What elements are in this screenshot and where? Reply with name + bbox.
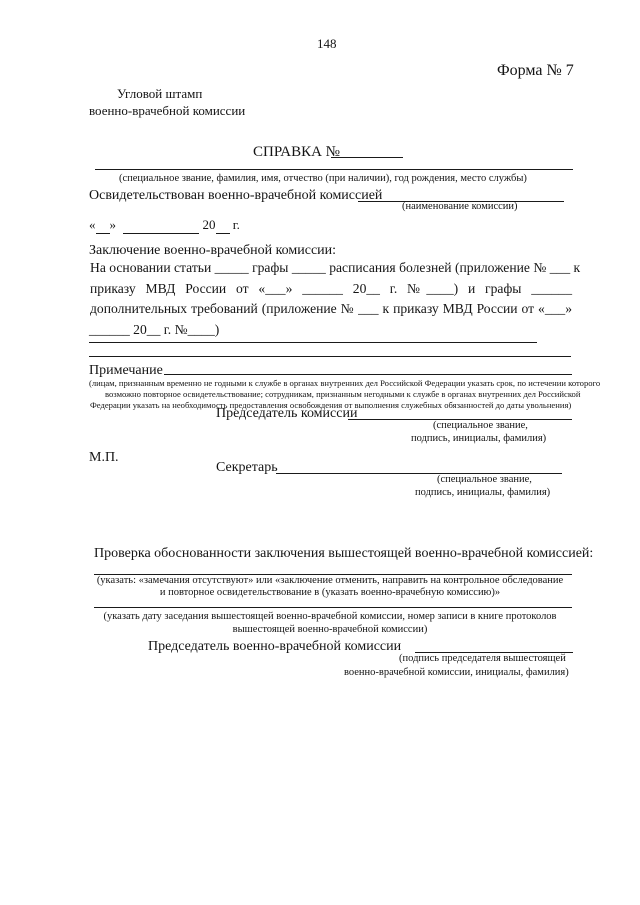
review-heading: Проверка обоснованности заключения вышестоящей военно-врачебной комиссией: xyxy=(94,546,594,561)
document-title: СПРАВКА № xyxy=(253,144,340,160)
date-open-quote: « xyxy=(89,217,96,232)
review-hint-1-line-2: и повторное освидетельствование в (указать военно-врачебную комиссию)» xyxy=(159,587,501,598)
blank: №____) xyxy=(407,281,459,296)
stamp-line-2: военно-врачебной комиссии xyxy=(89,103,246,118)
date-close-quote: » xyxy=(109,217,116,232)
conclusion-line-2 xyxy=(90,281,572,297)
chairman-hint-1: (специальное звание, xyxy=(433,420,528,431)
secretary-hint-1: (специальное звание, xyxy=(437,474,532,485)
review-hint-2-line-2: вышестоящей военно-врачебной комиссии) xyxy=(232,624,428,635)
conclusion-heading: Заключение военно-врачебной комиссии: xyxy=(89,243,337,258)
conclusion-line-blank-2 xyxy=(89,356,571,357)
person-hint: (специальное звание, фамилия, имя, отчество (при наличии), год рождения, место службы) xyxy=(119,173,527,184)
word: расписания xyxy=(329,260,396,275)
word: основании xyxy=(109,260,171,275)
word: к xyxy=(382,301,390,316)
word: 20__ xyxy=(352,281,380,296)
title-number-line xyxy=(331,157,403,158)
review-chairman-hint-2: военно-врачебной комиссии, инициалы, фамилия) xyxy=(344,667,569,678)
review-hint-2-line-1: (указать дату заседания вышестоящей военно-врачебной комиссии, номер записи в книге протоколов xyxy=(103,611,557,622)
word: (приложение xyxy=(454,260,530,275)
word: и xyxy=(467,281,476,296)
word: графы xyxy=(252,260,289,275)
note-hint-2: возможно повторное освидетельствование; сотрудникам, признанным негодными к службе в органах внутренних дел Российской xyxy=(105,389,581,399)
chairman-label: Председатель комиссии xyxy=(216,406,358,421)
review-chairman-label: Председатель военно-врачебной комиссии xyxy=(148,639,402,654)
blank: ___ xyxy=(549,260,571,275)
review-chairman-hint-1: (подпись председателя вышестоящей xyxy=(399,653,566,664)
conclusion-line-blank-1 xyxy=(89,342,537,343)
commission-name-hint: (наименование комиссии) xyxy=(402,201,518,212)
day-blank xyxy=(96,217,110,234)
conclusion-line-3 xyxy=(90,301,572,317)
word: МВД xyxy=(145,281,176,296)
note-label: Примечание xyxy=(89,363,163,378)
word: требований xyxy=(191,301,258,316)
chairman-hint-2: подпись, инициалы, фамилия) xyxy=(411,433,547,444)
word: № xyxy=(533,260,547,275)
date-line xyxy=(89,217,240,234)
word: дополнительных xyxy=(90,301,188,316)
note-hint-1: (лицам, признанным временно не годными к службе в органах внутренних дел Российской Федерации указать срок, по истечении которого xyxy=(89,378,601,388)
word: № xyxy=(340,301,355,316)
word: графы xyxy=(485,281,522,296)
word: России xyxy=(476,301,518,316)
note-hint-3: Федерации указать на необходимость предоставления освобождения от выполнения служебных обязанностей до даты увольнения) xyxy=(90,400,572,410)
blank: «___» xyxy=(538,301,572,316)
word: г. xyxy=(389,281,398,296)
stamp-line-1: Угловой штамп xyxy=(117,86,203,101)
secretary-label: Секретарь xyxy=(216,460,278,475)
word: от xyxy=(521,301,535,316)
word: болезней xyxy=(399,260,452,275)
blank: ______ xyxy=(302,281,343,296)
examined-label: Освидетельствован военно-врачебной комиссией xyxy=(89,188,383,203)
word: (приложение xyxy=(261,301,337,316)
word: приказу xyxy=(90,281,136,296)
word: МВД xyxy=(442,301,473,316)
word: статьи xyxy=(174,260,212,275)
person-line xyxy=(95,169,573,170)
word: от xyxy=(236,281,249,296)
word: приказу xyxy=(393,301,439,316)
secretary-hint-2: подпись, инициалы, фамилия) xyxy=(415,487,551,498)
review-hint-1-line-1: (указать: «замечания отсутствуют» или «заключение отменить, направить на контрольное обследование xyxy=(96,575,564,586)
blank: _____ xyxy=(291,260,326,275)
word: На xyxy=(90,260,106,275)
conclusion-line-1 xyxy=(90,260,581,276)
year-blank xyxy=(216,217,230,234)
page-number: 148 xyxy=(317,36,337,51)
form-label: Форма № 7 xyxy=(497,62,574,79)
note-line xyxy=(164,374,572,375)
word: к xyxy=(573,260,581,275)
blank: «___» xyxy=(258,281,293,296)
review-line-2 xyxy=(94,607,572,608)
date-year-suffix: г. xyxy=(232,217,240,232)
seal-mark: М.П. xyxy=(89,450,119,465)
blank: ______ xyxy=(531,281,572,296)
blank: _____ xyxy=(214,260,249,275)
date-year-prefix: 20 xyxy=(202,217,216,232)
conclusion-line-4: ______ 20__ г. №____) xyxy=(89,322,220,337)
word: России xyxy=(185,281,227,296)
month-blank xyxy=(123,217,199,234)
blank: ___ xyxy=(358,301,379,316)
